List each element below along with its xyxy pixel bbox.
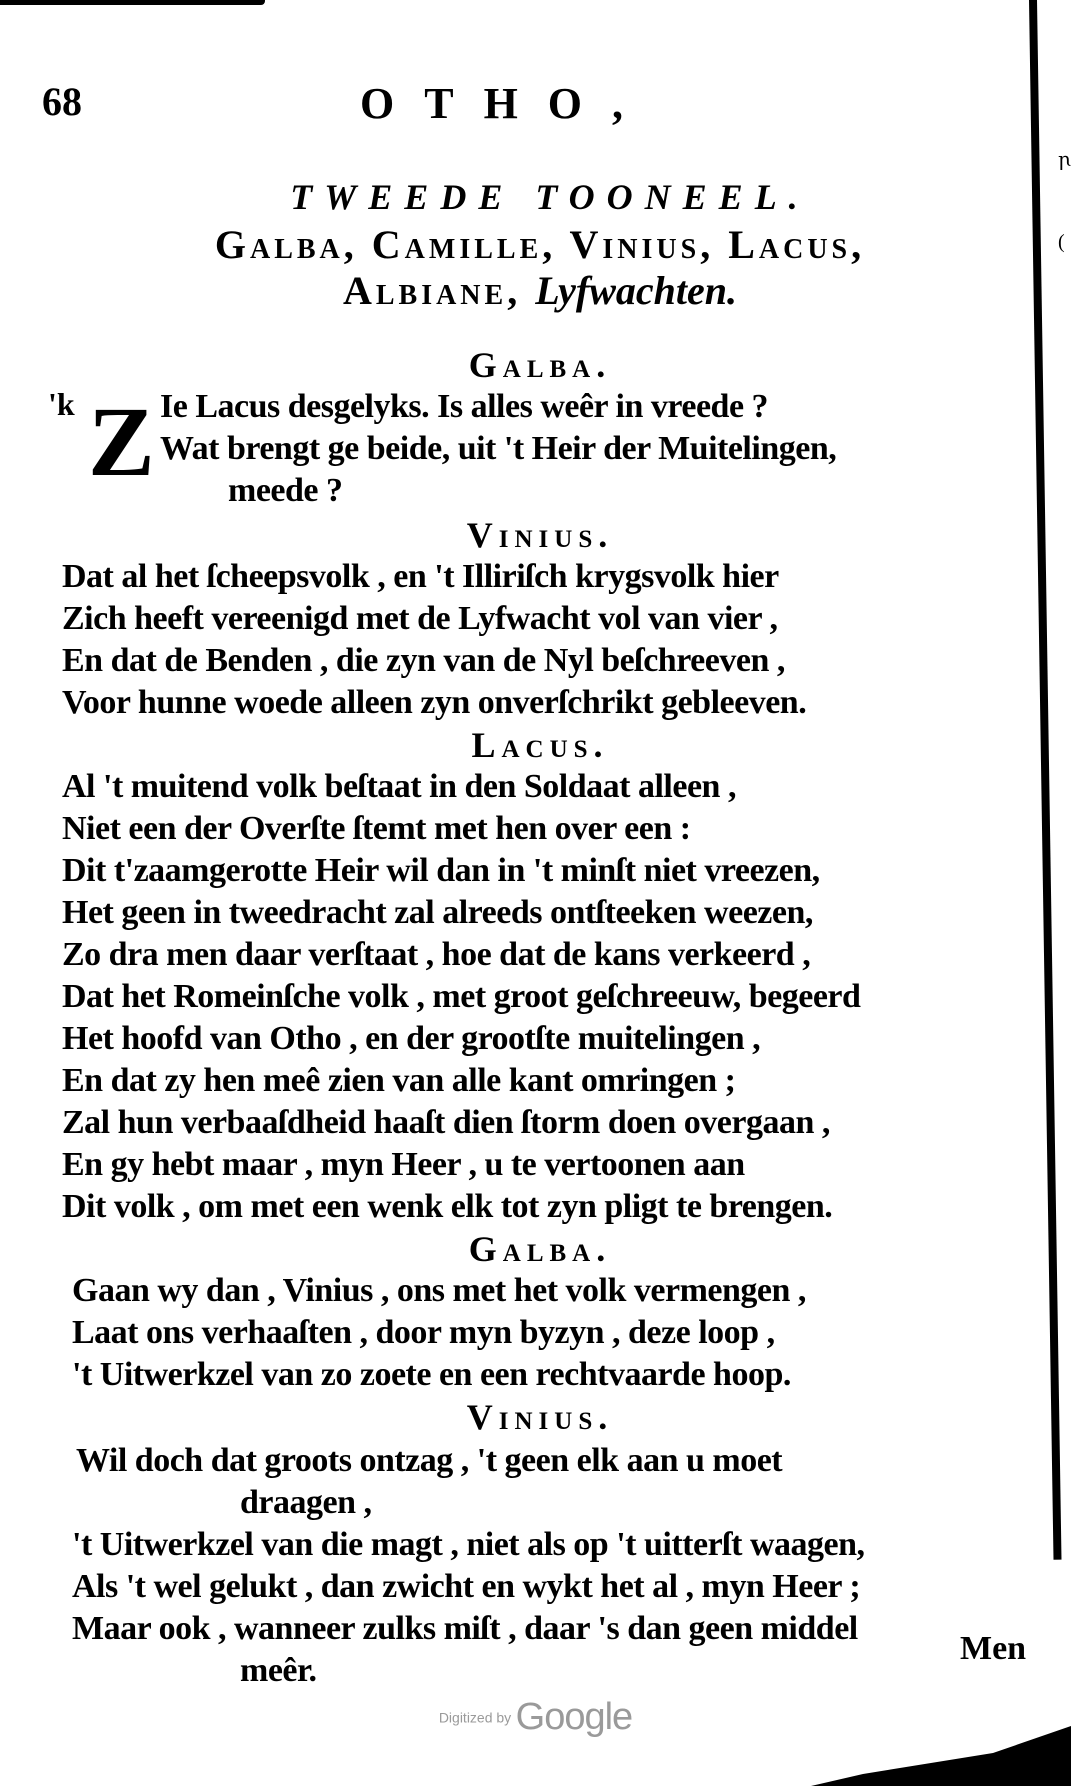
verse-line: Zal hun verbaaſdheid haaſt dien ſtorm doen overgaan , [62,1104,830,1141]
adjacent-page-fragment: ( [1058,231,1065,253]
catchword: Men [960,1630,1027,1667]
speaker-name: Vinius. [466,515,614,555]
page-header [0,78,1000,128]
verse-line: Het hoofd van Otho , en der grootſte muitelingen , [62,1020,761,1057]
verse-line-continuation: draagen , [240,1484,372,1521]
scene-title: TWEEDE TOONEEL. [290,177,810,217]
speaker-name: Galba. [468,1229,612,1269]
verse-line: Wat brengt ge beide, uit 't Heir der Muitelingen, [160,430,837,467]
cast-name-lyfwachten: Lyfwachten. [535,268,738,313]
verse-line: Niet een der Overſte ſtemt met hen over een : [62,810,691,847]
adjacent-page-fragment: ꞃ [1058,149,1071,171]
verse-line-continuation: meede ? [228,472,343,509]
digitized-watermark [0,1696,1071,1739]
verse-line: Dat al het ſcheepsvolk , en 't Illiriſch krygsvolk hier [62,558,779,595]
verse-line: En dat zy hen meê zien van alle kant omringen ; [62,1062,736,1099]
verse-line: Als 't wel gelukt , dan zwicht en wykt het al , myn Heer ; [72,1568,861,1605]
cast-line-2 [30,268,1050,314]
verse-line-continuation: meêr. [240,1652,317,1689]
drop-cap: Z [88,386,155,497]
page-top-edge-shadow [0,0,265,5]
running-title: OTHO, [360,79,654,128]
verse-line: Dit volk , om met een wenk elk tot zyn pligt te brengen. [62,1188,833,1225]
verse-line: Dit t'zaamgerotte Heir wil dan in 't minſt niet vreezen, [62,852,820,889]
verse-line: Het geen in tweedracht zal alreeds ontſteeken weezen, [62,894,813,931]
verse-line: Ie Lacus desgelyks. Is alles weêr in vreede ? [160,388,769,425]
page-number: 68 [42,79,82,124]
cast-name-albiane: Albiane, [342,268,522,313]
speaker-name: Galba. [468,345,612,385]
speaker-name: Vinius. [466,1397,614,1437]
verse-line: Maar ook , wanneer zulks miſt , daar 's dan geen middel [72,1610,858,1647]
cast-line-1: Galba, Camille, Vinius, Lacus, [214,222,866,267]
speaker-name: Lacus. [471,725,609,765]
verse-line: Gaan wy dan , Vinius , ons met het volk vermengen , [72,1272,806,1309]
verse-prefix: 'k [48,386,75,422]
verse-line: En dat de Benden , die zyn van de Nyl beſchreeven , [62,642,785,679]
verse-line: Zich heeft vereenigd met de Lyfwacht vol van vier , [62,600,778,637]
verse-line: En gy hebt maar , myn Heer , u te vertoonen aan [62,1146,745,1183]
verse-line: Al 't muitend volk beſtaat in den Soldaat alleen , [62,768,736,805]
cast-list [0,222,1050,314]
verse-line: Dat het Romeinſche volk , met groot geſchreeuw, begeerd [62,978,861,1015]
verse-line: Voor hunne woede alleen zyn onverſchrikt gebleeven. [62,684,807,721]
verse-line: Zo dra men daar verſtaat , hoe dat de kans verkeerd , [62,936,811,973]
verse-line: 't Uitwerkzel van zo zoete en een rechtvaarde hoop. [72,1356,791,1393]
verse-line: 't Uitwerkzel van die magt , niet als op 't uitterſt waagen, [72,1526,865,1563]
verse-line: Laat ons verhaaſten , door myn byzyn , deze loop , [72,1314,775,1351]
verse-line: Wil doch dat groots ontzag , 't geen elk aan u moet [76,1442,783,1479]
watermark-prefix: Digitized by [438,1709,512,1726]
google-logo: Google [515,1696,633,1738]
